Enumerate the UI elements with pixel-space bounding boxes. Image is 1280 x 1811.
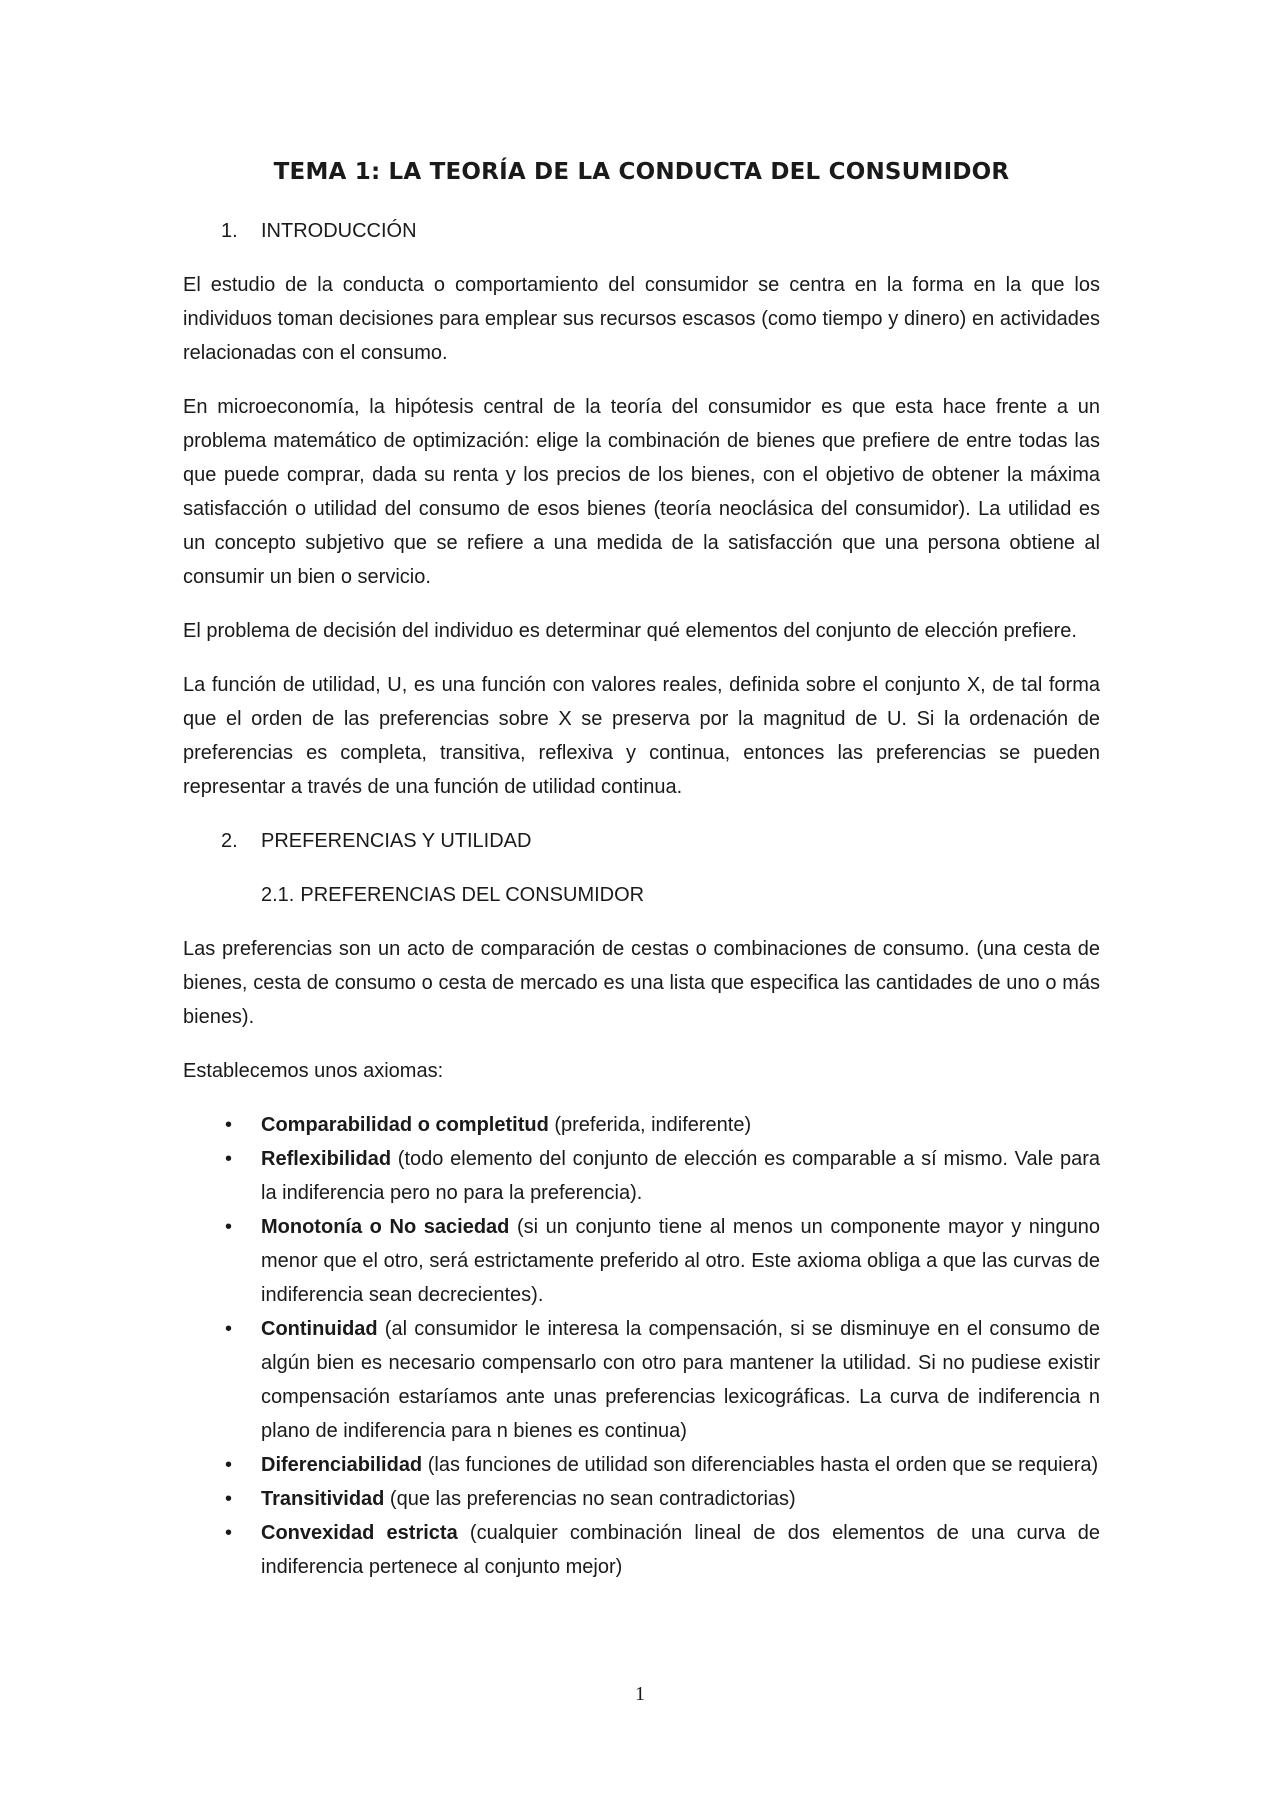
axiom-term: Continuidad [261,1318,378,1340]
page-number: 1 [635,1683,645,1705]
subsection-heading-preferencias-consumidor [183,878,1100,912]
axiom-description: (al consumidor le interesa la compensación, si se disminuye en el consumo de algún bien es necesario compensarlo con otro para mantener la utilidad. Si no pudiese existir compensación estaríamos ante unas preferencias lexicográficas. La curva de indiferencia n plano de indiferencia para n bienes es continua) [261,1318,1100,1442]
list-item [183,1448,1100,1482]
paragraph: El estudio de la conducta o comportamiento del consumidor se centra en la forma en la que los individuos toman decisiones para emplear sus recursos escasos (como tiempo y dinero) en actividades relacionadas con el consumo. [183,274,1100,364]
axiom-description: (que las preferencias no sean contradictorias) [384,1488,796,1510]
bullet-icon: • [225,1216,233,1238]
paragraph: Establecemos unos axiomas: [183,1060,444,1082]
axiom-term: Diferenciabilidad [261,1454,423,1476]
document-title: TEMA 1: LA TEORÍA DE LA CONDUCTA DEL CONSUMIDOR [273,159,1010,185]
bullet-icon: • [225,1454,233,1476]
axiom-term: Monotonía o No saciedad [261,1216,510,1238]
subsection-number: 2.1. [261,884,295,906]
axiom-term: Transitividad [261,1488,385,1510]
bullet-icon: • [225,1522,233,1544]
paragraph: Las preferencias son un acto de comparación de cestas o combinaciones de consumo. (una cesta de bienes, cesta de consumo o cesta de mercado es una lista que especifica las cantidades de uno o más bienes). [183,938,1100,1028]
bullet-icon: • [225,1148,233,1170]
section-heading-text: INTRODUCCIÓN [261,220,417,242]
subsection-heading-text: PREFERENCIAS DEL CONSUMIDOR [300,884,645,906]
axioms-list [183,1108,1100,1584]
axiom-term: Reflexibilidad [261,1148,392,1170]
paragraph: En microeconomía, la hipótesis central de la teoría del consumidor es que esta hace frente a un problema matemático de optimización: elige la combinación de bienes que prefiere de entre todas las que puede comprar, dada su renta y los precios de los bienes, con el objetivo de obtener la máxima satisfacción o utilidad del consumo de esos bienes (teoría neoclásica del consumidor). La utilidad es un concepto subjetivo que se refiere a una medida de la satisfacción que una persona obtiene al consumir un bien o servicio. [183,396,1100,588]
paragraph: El problema de decisión del individuo es determinar qué elementos del conjunto de elección prefiere. [183,620,1077,642]
section-number: 1. [221,220,238,242]
bullet-icon: • [225,1318,233,1340]
document-page [183,152,1100,1584]
axiom-description: (cualquier combinación lineal de dos elementos de una curva de indiferencia pertenece al conjunto mejor) [261,1522,1100,1578]
section-heading-text: PREFERENCIAS Y UTILIDAD [261,830,532,852]
list-item [183,1482,1100,1516]
list-item [183,1210,1100,1312]
axiom-term: Comparabilidad o completitud [261,1114,549,1136]
section-heading-introduccion [183,214,1100,248]
axiom-description: (las funciones de utilidad son diferenciables hasta el orden que se requiera) [422,1454,1099,1476]
axiom-term: Convexidad estricta [261,1522,458,1544]
bullet-icon: • [225,1114,233,1136]
list-item [183,1142,1100,1210]
section-number: 2. [221,830,238,852]
paragraph: La función de utilidad, U, es una función con valores reales, definida sobre el conjunto X, de tal forma que el orden de las preferencias sobre X se preserva por la magnitud de U. Si la ordenación de preferencias es completa, transitiva, reflexiva y continua, entonces las preferencias se pueden representar a través de una función de utilidad continua. [183,674,1100,798]
axiom-description: (todo elemento del conjunto de elección es comparable a sí mismo. Vale para la indiferencia pero no para la preferencia). [261,1148,1100,1204]
axiom-description: (si un conjunto tiene al menos un componente mayor y ninguno menor que el otro, será estrictamente preferido al otro. Este axioma obliga a que las curvas de indiferencia sean decrecientes). [261,1216,1100,1306]
list-item [183,1516,1100,1584]
list-item [183,1108,1100,1142]
axiom-description: (preferida, indiferente) [548,1114,752,1136]
list-item [183,1312,1100,1448]
section-heading-preferencias-utilidad [183,824,1100,858]
bullet-icon: • [225,1488,233,1510]
